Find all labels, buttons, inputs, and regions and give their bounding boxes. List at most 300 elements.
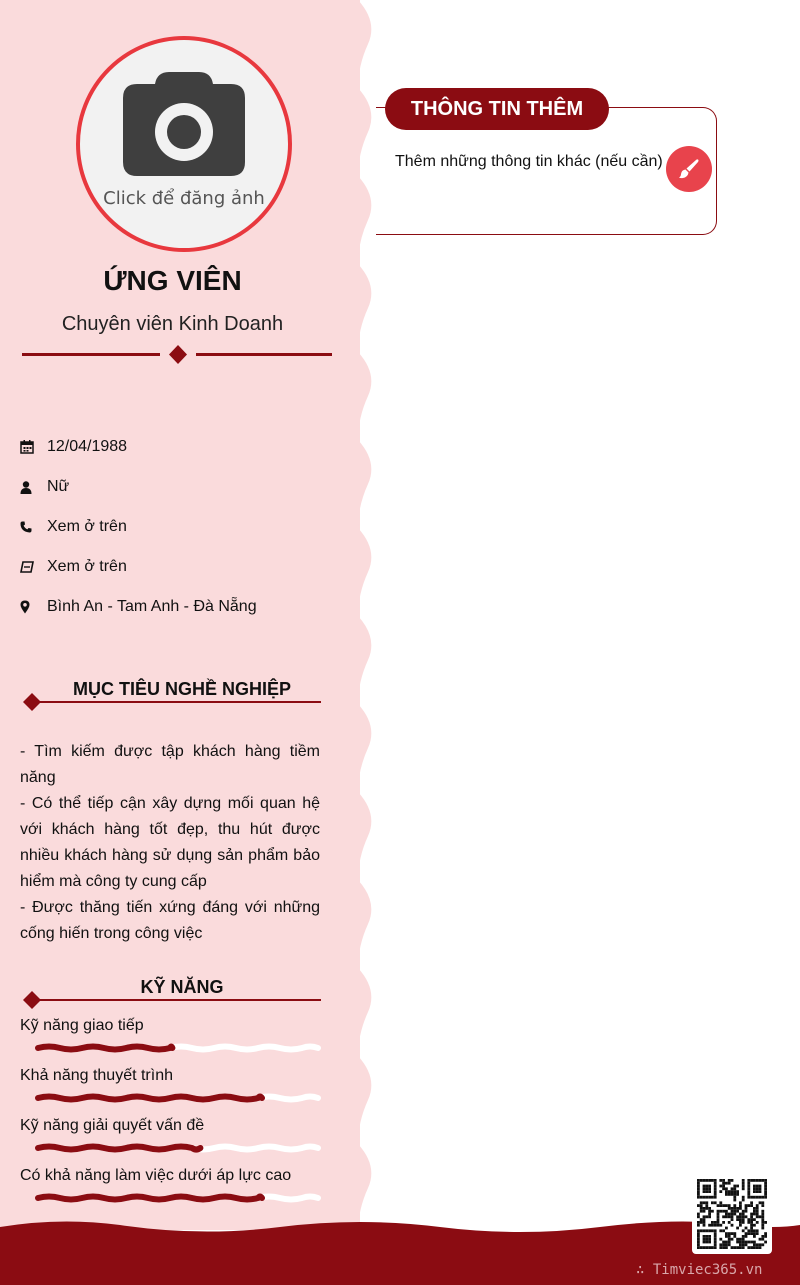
qr-module — [756, 1229, 759, 1232]
qr-module — [717, 1224, 720, 1227]
qr-module — [703, 1235, 706, 1238]
qr-module — [736, 1218, 739, 1221]
qr-module — [725, 1193, 728, 1196]
qr-module — [705, 1187, 708, 1190]
qr-module — [705, 1215, 708, 1218]
qr-module — [756, 1210, 759, 1213]
qr-module — [722, 1204, 725, 1207]
qr-module — [747, 1241, 750, 1244]
qr-module — [697, 1182, 700, 1185]
qr-module — [764, 1187, 767, 1190]
qr-module — [742, 1182, 745, 1185]
skill-level-bar — [35, 1041, 321, 1055]
qr-module — [739, 1215, 742, 1218]
qr-module — [711, 1224, 714, 1227]
qr-module — [714, 1193, 717, 1196]
qr-module — [697, 1224, 700, 1227]
qr-module — [759, 1215, 762, 1218]
qr-module — [739, 1221, 742, 1224]
qr-module — [759, 1201, 762, 1204]
qr-module — [742, 1213, 745, 1216]
qr-module — [719, 1246, 722, 1249]
qr-module — [745, 1227, 748, 1230]
qr-module — [750, 1179, 753, 1182]
contact-address-value: Bình An - Tam Anh - Đà Nẵng — [47, 598, 257, 615]
qr-module — [714, 1201, 717, 1204]
qr-module — [761, 1204, 764, 1207]
qr-module — [711, 1229, 714, 1232]
qr-module — [697, 1213, 700, 1216]
qr-module — [761, 1218, 764, 1221]
qr-module — [750, 1246, 753, 1249]
qr-module — [728, 1235, 731, 1238]
qr-module — [705, 1190, 708, 1193]
qr-module — [717, 1213, 720, 1216]
qr-module — [697, 1190, 700, 1193]
qr-module — [742, 1238, 745, 1241]
qr-module — [725, 1204, 728, 1207]
qr-module — [750, 1218, 753, 1221]
qr-module — [764, 1232, 767, 1235]
qr-module — [711, 1221, 714, 1224]
qr-module — [731, 1193, 734, 1196]
qr-module — [733, 1185, 736, 1188]
qr-module — [742, 1218, 745, 1221]
qr-module — [697, 1221, 700, 1224]
qr-module — [750, 1201, 753, 1204]
qr-module — [705, 1229, 708, 1232]
qr-module — [747, 1196, 750, 1199]
qr-module — [747, 1179, 750, 1182]
qr-module — [761, 1215, 764, 1218]
contact-gender — [20, 477, 69, 497]
qr-module — [742, 1196, 745, 1199]
qr-module — [750, 1224, 753, 1227]
qr-module — [708, 1224, 711, 1227]
candidate-name: ỨNG VIÊN — [103, 265, 242, 296]
qr-module — [697, 1185, 700, 1188]
qr-module — [747, 1232, 750, 1235]
qr-module — [705, 1207, 708, 1210]
qr-module — [756, 1196, 759, 1199]
qr-module — [708, 1246, 711, 1249]
qr-module — [708, 1229, 711, 1232]
qr-module — [742, 1187, 745, 1190]
qr-module — [722, 1246, 725, 1249]
qr-module — [722, 1185, 725, 1188]
qr-module — [714, 1224, 717, 1227]
qr-module — [756, 1190, 759, 1193]
qr-module — [750, 1232, 753, 1235]
qr-module — [731, 1213, 734, 1216]
qr-module — [747, 1182, 750, 1185]
qr-module — [742, 1210, 745, 1213]
qr-module — [700, 1204, 703, 1207]
qr-module — [753, 1185, 756, 1188]
qr-module — [722, 1210, 725, 1213]
qr-module — [745, 1210, 748, 1213]
qr-module — [725, 1182, 728, 1185]
qr-module — [756, 1179, 759, 1182]
qr-module — [725, 1232, 728, 1235]
qr-module — [705, 1246, 708, 1249]
qr-module — [705, 1196, 708, 1199]
qr-module — [708, 1238, 711, 1241]
qr-module — [705, 1238, 708, 1241]
qr-module — [761, 1179, 764, 1182]
qr-module — [719, 1204, 722, 1207]
extra-info-text[interactable]: Thêm những thông tin khác (nếu cần) — [395, 153, 663, 170]
qr-module — [753, 1187, 756, 1190]
qr-module — [708, 1241, 711, 1244]
objective-heading — [22, 679, 322, 703]
qr-module — [725, 1241, 728, 1244]
qr-module — [705, 1179, 708, 1182]
qr-module — [700, 1221, 703, 1224]
qr-module — [764, 1182, 767, 1185]
location-icon — [20, 600, 30, 614]
qr-module — [745, 1243, 748, 1246]
qr-module — [736, 1238, 739, 1241]
contact-birthdate-value: 12/04/1988 — [47, 438, 128, 455]
qr-module — [750, 1204, 753, 1207]
objective-line: - Được thăng tiến xứng đáng với những cống hiến trong công việc — [20, 899, 320, 942]
qr-module — [756, 1221, 759, 1224]
qr-module — [742, 1235, 745, 1238]
qr-module — [725, 1215, 728, 1218]
qr-module — [756, 1213, 759, 1216]
qr-module — [747, 1185, 750, 1188]
qr-module — [764, 1193, 767, 1196]
qr-module — [711, 1246, 714, 1249]
qr-module — [714, 1232, 717, 1235]
extra-info-title: THÔNG TIN THÊM — [385, 88, 609, 130]
qr-module — [722, 1215, 725, 1218]
qr-module — [722, 1229, 725, 1232]
qr-module — [705, 1185, 708, 1188]
qr-module — [703, 1201, 706, 1204]
qr-module — [747, 1187, 750, 1190]
qr-module — [697, 1235, 700, 1238]
qr-module — [764, 1179, 767, 1182]
qr-module — [725, 1210, 728, 1213]
qr-module — [722, 1243, 725, 1246]
qr-module — [736, 1193, 739, 1196]
qr-module — [725, 1213, 728, 1216]
qr-module — [756, 1185, 759, 1188]
qr-module — [705, 1204, 708, 1207]
qr-module — [764, 1196, 767, 1199]
qr-module — [714, 1196, 717, 1199]
qr-module — [703, 1241, 706, 1244]
qr-module — [728, 1232, 731, 1235]
qr-module — [722, 1182, 725, 1185]
contact-address — [20, 597, 257, 617]
qr-module — [719, 1238, 722, 1241]
objective-text — [20, 739, 320, 947]
qr-module — [761, 1235, 764, 1238]
qr-module — [697, 1187, 700, 1190]
watermark: ∴ Timviec365.vn — [636, 1262, 763, 1278]
qr-module — [753, 1229, 756, 1232]
avatar-upload-label: Click để đăng ảnh — [103, 188, 265, 209]
qr-module — [759, 1246, 762, 1249]
qr-module — [703, 1187, 706, 1190]
edit-style-button[interactable] — [666, 146, 712, 192]
qr-module — [705, 1201, 708, 1204]
qr-module — [750, 1241, 753, 1244]
qr-module — [705, 1235, 708, 1238]
qr-module — [725, 1246, 728, 1249]
qr-module — [719, 1229, 722, 1232]
qr-module — [736, 1241, 739, 1244]
qr-module — [725, 1190, 728, 1193]
qr-module — [708, 1210, 711, 1213]
camera-icon — [121, 70, 247, 178]
qr-module — [728, 1215, 731, 1218]
qr-module — [725, 1227, 728, 1230]
qr-code — [692, 1174, 772, 1254]
qr-module — [719, 1224, 722, 1227]
calendar-icon — [20, 440, 34, 454]
qr-module — [761, 1196, 764, 1199]
qr-module — [733, 1235, 736, 1238]
qr-module — [717, 1210, 720, 1213]
qr-module — [742, 1229, 745, 1232]
qr-module — [714, 1241, 717, 1244]
qr-module — [731, 1232, 734, 1235]
email-icon — [20, 561, 34, 573]
qr-module — [728, 1204, 731, 1207]
qr-module — [714, 1243, 717, 1246]
qr-module — [722, 1187, 725, 1190]
qr-module — [750, 1215, 753, 1218]
skill-label: Kỹ năng giao tiếp — [20, 1017, 144, 1034]
qr-module — [745, 1241, 748, 1244]
qr-module — [733, 1232, 736, 1235]
qr-module — [733, 1210, 736, 1213]
qr-module — [703, 1190, 706, 1193]
skill-item — [20, 1067, 320, 1087]
qr-module — [697, 1179, 700, 1182]
qr-module — [742, 1221, 745, 1224]
qr-module — [761, 1243, 764, 1246]
qr-module — [742, 1185, 745, 1188]
qr-module — [697, 1238, 700, 1241]
qr-module — [753, 1196, 756, 1199]
qr-module — [697, 1246, 700, 1249]
qr-module — [739, 1243, 742, 1246]
qr-module — [725, 1187, 728, 1190]
qr-module — [739, 1238, 742, 1241]
qr-module — [722, 1241, 725, 1244]
qr-module — [728, 1221, 731, 1224]
qr-module — [756, 1246, 759, 1249]
qr-module — [733, 1199, 736, 1202]
qr-module — [714, 1238, 717, 1241]
qr-module — [728, 1213, 731, 1216]
name-divider — [22, 345, 334, 365]
skill-label: Có khả năng làm việc dưới áp lực cao — [20, 1167, 292, 1184]
qr-module — [714, 1221, 717, 1224]
qr-module — [728, 1243, 731, 1246]
qr-module — [739, 1241, 742, 1244]
qr-module — [719, 1201, 722, 1204]
qr-module — [753, 1218, 756, 1221]
qr-module — [753, 1207, 756, 1210]
qr-module — [750, 1229, 753, 1232]
qr-module — [700, 1201, 703, 1204]
watermark-text: Timviec365.vn — [652, 1262, 763, 1278]
contact-birthdate — [20, 437, 127, 457]
qr-module — [761, 1227, 764, 1230]
qr-module — [756, 1207, 759, 1210]
qr-module — [733, 1187, 736, 1190]
qr-module — [700, 1207, 703, 1210]
skill-level-bar — [35, 1091, 321, 1105]
qr-module — [711, 1196, 714, 1199]
qr-module — [742, 1179, 745, 1182]
contact-gender-value: Nữ — [47, 478, 70, 495]
qr-module — [747, 1204, 750, 1207]
qr-module — [761, 1224, 764, 1227]
qr-module — [761, 1213, 764, 1216]
qr-module — [742, 1246, 745, 1249]
qr-module — [736, 1227, 739, 1230]
qr-module — [731, 1246, 734, 1249]
qr-module — [697, 1229, 700, 1232]
qr-module — [708, 1207, 711, 1210]
qr-module — [761, 1221, 764, 1224]
qr-module — [719, 1179, 722, 1182]
qr-code-image — [692, 1174, 772, 1254]
qr-module — [728, 1179, 731, 1182]
qr-module — [753, 1213, 756, 1216]
qr-module — [703, 1215, 706, 1218]
qr-module — [739, 1201, 742, 1204]
qr-module — [736, 1210, 739, 1213]
qr-module — [745, 1235, 748, 1238]
qr-module — [703, 1238, 706, 1241]
qr-module — [753, 1224, 756, 1227]
qr-module — [756, 1187, 759, 1190]
qr-module — [708, 1185, 711, 1188]
qr-module — [747, 1229, 750, 1232]
skill-level-bar — [35, 1141, 321, 1155]
skill-item — [20, 1017, 320, 1037]
qr-module — [733, 1207, 736, 1210]
qr-module — [728, 1238, 731, 1241]
skill-item — [20, 1167, 320, 1187]
qr-module — [731, 1215, 734, 1218]
qr-module — [753, 1179, 756, 1182]
qr-module — [736, 1185, 739, 1188]
skill-level-bar — [35, 1191, 321, 1205]
qr-module — [703, 1229, 706, 1232]
paint-brush-icon — [678, 158, 700, 180]
qr-module — [703, 1210, 706, 1213]
qr-module — [753, 1210, 756, 1213]
qr-module — [719, 1185, 722, 1188]
qr-module — [745, 1207, 748, 1210]
qr-module — [708, 1215, 711, 1218]
qr-module — [733, 1213, 736, 1216]
qr-module — [714, 1185, 717, 1188]
qr-module — [745, 1232, 748, 1235]
qr-module — [759, 1187, 762, 1190]
qr-module — [736, 1207, 739, 1210]
user-icon — [20, 481, 32, 494]
qr-module — [714, 1190, 717, 1193]
qr-module — [717, 1221, 720, 1224]
qr-module — [711, 1201, 714, 1204]
phone-icon — [20, 521, 32, 533]
qr-module — [711, 1210, 714, 1213]
qr-module — [739, 1204, 742, 1207]
qr-module — [705, 1241, 708, 1244]
qr-module — [697, 1243, 700, 1246]
qr-module — [756, 1232, 759, 1235]
qr-module — [747, 1221, 750, 1224]
qr-module — [700, 1218, 703, 1221]
contact-email-value: Xem ở trên — [47, 558, 127, 575]
qr-module — [700, 1229, 703, 1232]
qr-module — [739, 1224, 742, 1227]
qr-module — [700, 1196, 703, 1199]
qr-module — [731, 1190, 734, 1193]
qr-module — [703, 1179, 706, 1182]
qr-module — [753, 1232, 756, 1235]
qr-module — [708, 1190, 711, 1193]
qr-module — [714, 1187, 717, 1190]
qr-module — [764, 1235, 767, 1238]
qr-module — [708, 1179, 711, 1182]
skills-heading — [22, 977, 322, 1001]
qr-module — [759, 1196, 762, 1199]
qr-module — [739, 1246, 742, 1249]
qr-module — [742, 1215, 745, 1218]
qr-module — [759, 1185, 762, 1188]
qr-module — [747, 1193, 750, 1196]
qr-module — [731, 1207, 734, 1210]
qr-module — [742, 1241, 745, 1244]
qr-module — [728, 1207, 731, 1210]
qr-module — [719, 1190, 722, 1193]
qr-module — [733, 1193, 736, 1196]
qr-module — [697, 1215, 700, 1218]
contact-email — [20, 557, 127, 577]
qr-module — [728, 1193, 731, 1196]
qr-module — [739, 1213, 742, 1216]
qr-module — [700, 1210, 703, 1213]
qr-module — [750, 1221, 753, 1224]
qr-module — [728, 1182, 731, 1185]
qr-module — [742, 1243, 745, 1246]
qr-module — [722, 1179, 725, 1182]
qr-module — [733, 1246, 736, 1249]
contact-phone — [20, 517, 127, 537]
qr-module — [703, 1224, 706, 1227]
avatar-upload[interactable] — [76, 36, 292, 252]
skill-item — [20, 1117, 320, 1137]
skills-title: KỸ NĂNG — [140, 977, 224, 997]
qr-module — [736, 1215, 739, 1218]
qr-module — [697, 1204, 700, 1207]
qr-module — [759, 1238, 762, 1241]
qr-module — [745, 1204, 748, 1207]
qr-module — [736, 1246, 739, 1249]
qr-module — [759, 1179, 762, 1182]
